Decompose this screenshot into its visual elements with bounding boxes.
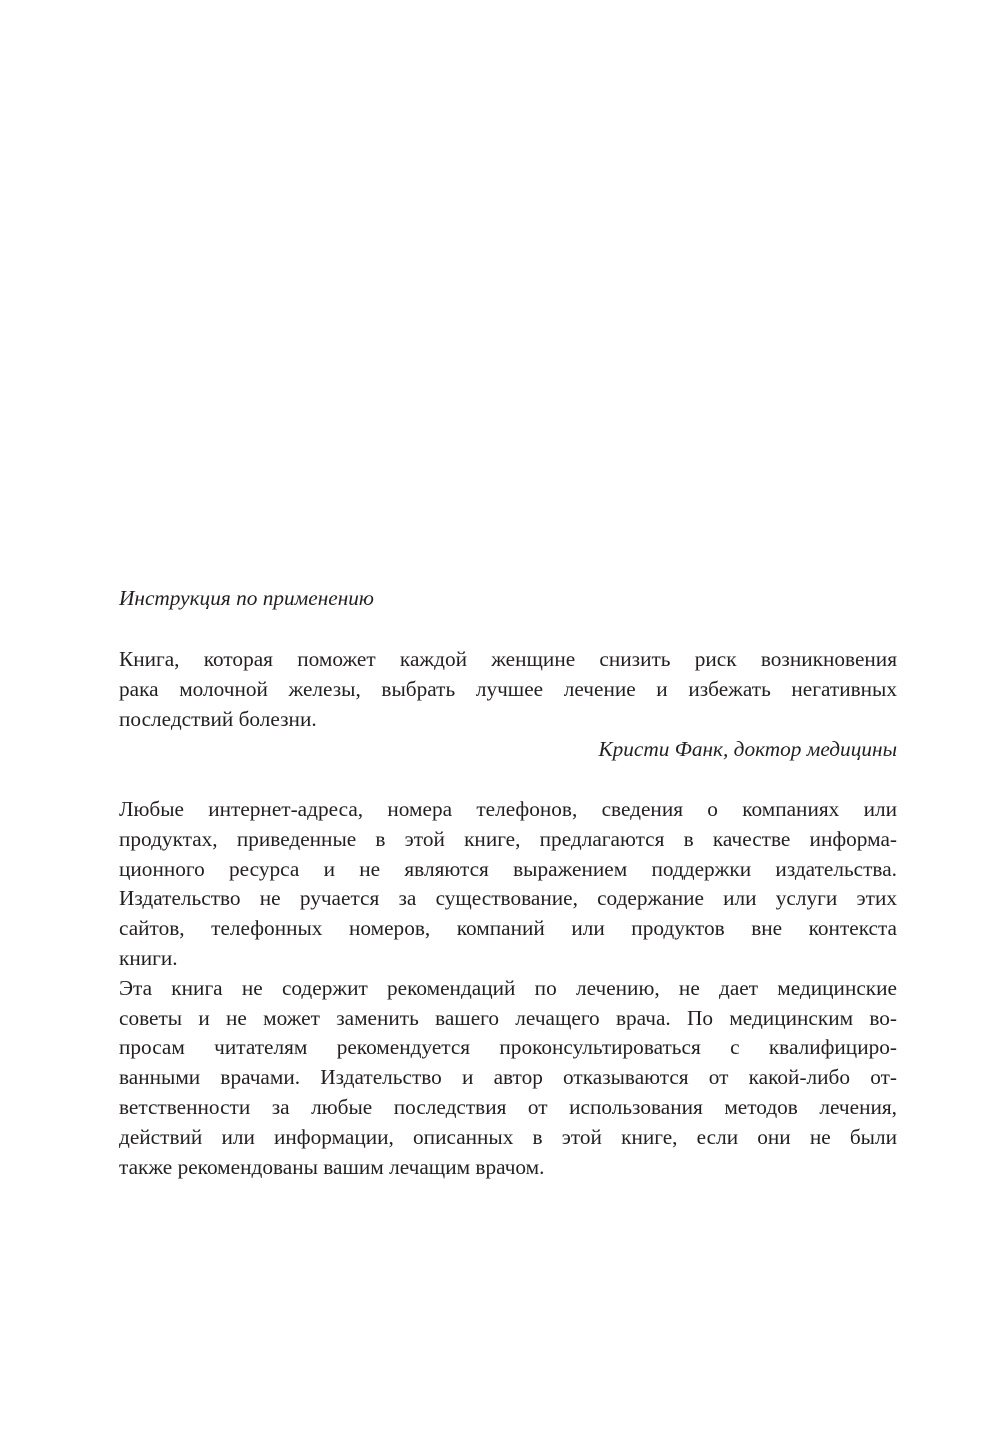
blurb-line: последствий болезни. [119,706,317,731]
disclaimer-line: продуктах, приведенные в этой книге, предлагаются в качестве информа- [119,826,897,851]
disclaimer-paragraph-1 [119,795,897,974]
disclaimer-line: сайтов, телефонных номеров, компаний или продуктов вне контекста [119,916,897,941]
disclaimer-line: действий или информации, описанных в этой книге, если они не были [119,1124,897,1149]
disclaimer-line: советы и не может заменить вашего лечащего врача. По медицинским во- [119,1005,897,1030]
disclaimer [119,795,897,1182]
blurb-endorser: Кристи Фанк, доктор медицины [598,737,897,761]
disclaimer-line: ционного ресурса и не являются выражением поддержки издательства. [119,856,897,881]
disclaimer-line: ванными врачами. Издательство и автор отказываются от какой-либо от- [119,1065,897,1090]
disclaimer-line: ветственности за любые последствия от использования методов лечения, [119,1094,897,1119]
disclaimer-line: Издательство не ручается за существование, содержание или услуги этих [119,886,897,911]
disclaimer-line: также рекомендованы вашим лечащим врачом. [119,1154,545,1179]
book-subtitle: Инструкция по применению [119,586,374,610]
disclaimer-line: книги. [119,945,178,970]
disclaimer-paragraph-2 [119,974,897,1183]
disclaimer-line: просам читателям рекомендуется проконсультироваться с квалифициро- [119,1035,897,1060]
blurb-line: Книга, которая поможет каждой женщине снизить риск возникновения [119,647,897,671]
disclaimer-line: Эта книга не содержит рекомендаций по лечению, не дает медицинские [119,975,897,1000]
book-blurb [119,645,897,734]
blurb-line: рака молочной железы, выбрать лучшее лечение и избежать негативных [119,676,897,701]
disclaimer-line: Любые интернет-адреса, номера телефонов, сведения о компаниях или [119,797,897,821]
